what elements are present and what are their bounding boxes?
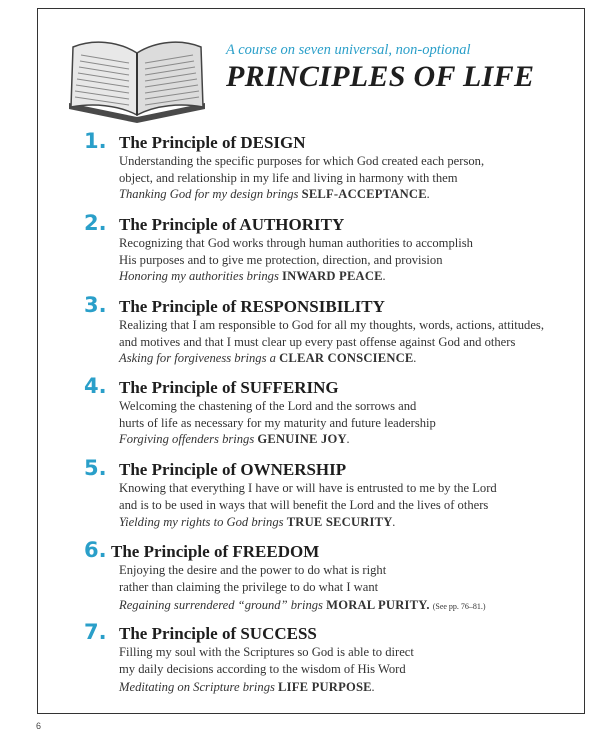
principle-description: Recognizing that God works through human authorities to accomplish His purposes and to give me protection, direction, and provision <box>119 236 473 267</box>
principle-number: 1. <box>84 129 107 153</box>
page-number: 6 <box>36 721 42 731</box>
principle-result: Regaining surrendered “ground” brings MORAL PURITY. (See pp. 76–81.) <box>119 598 486 612</box>
principle-number: 2. <box>84 211 107 235</box>
principle-number: 3. <box>84 293 107 317</box>
principle-result: Thanking God for my design brings SELF-ACCEPTANCE. <box>119 187 430 201</box>
principle-heading: The Principle of SUFFERING <box>119 378 339 397</box>
principle-number: 7. <box>84 620 107 644</box>
page-reference-note: (See pp. 76–81.) <box>432 602 486 611</box>
principle-description: Welcoming the chastening of the Lord and the sorrows and hurts of life as necessary for my maturity and future leadership <box>119 399 436 430</box>
principle-heading: The Principle of SUCCESS <box>119 624 317 643</box>
principle-description: Realizing that I am responsible to God for all my thoughts, words, actions, attitudes, and motives and that I must clear up every past offense against God and others <box>119 318 544 349</box>
principle-result: Honoring my authorities brings INWARD PEACE. <box>119 269 386 283</box>
principle-heading: The Principle of FREEDOM <box>111 542 320 561</box>
principle-result: Meditating on Scripture brings LIFE PURPOSE. <box>119 680 375 694</box>
principle-heading: The Principle of RESPONSIBILITY <box>119 297 385 316</box>
open-bible-icon <box>63 25 211 123</box>
principle-result: Forgiving offenders brings GENUINE JOY. <box>119 432 350 446</box>
principle-description: Understanding the specific purposes for which God created each person, object, and relationship in my life and living in harmony with them <box>119 154 485 185</box>
principle-description: Enjoying the desire and the power to do what is right rather than claiming the privilege to do what I want <box>119 563 387 594</box>
principle-heading: The Principle of OWNERSHIP <box>119 460 347 479</box>
page-title: PRINCIPLES OF LIFE <box>226 60 535 93</box>
principle-number: 5. <box>84 456 107 480</box>
principle-heading: The Principle of DESIGN <box>119 133 306 152</box>
principle-description: Filling my soul with the Scriptures so God is able to direct my daily decisions according to the wisdom of His Word <box>119 645 414 676</box>
principle-description: Knowing that everything I have or will have is entrusted to me by the Lord and is to be used in ways that will benefit the Lord and the lives of others <box>119 481 497 512</box>
principle-result: Yielding my rights to God brings TRUE SECURITY. <box>119 515 396 529</box>
principle-number: 6. <box>84 538 107 562</box>
principle-result: Asking for forgiveness brings a CLEAR CONSCIENCE. <box>119 351 417 365</box>
principle-heading: The Principle of AUTHORITY <box>119 215 345 234</box>
principle-number: 4. <box>84 374 107 398</box>
course-subtitle: A course on seven universal, non-optional <box>226 42 471 58</box>
